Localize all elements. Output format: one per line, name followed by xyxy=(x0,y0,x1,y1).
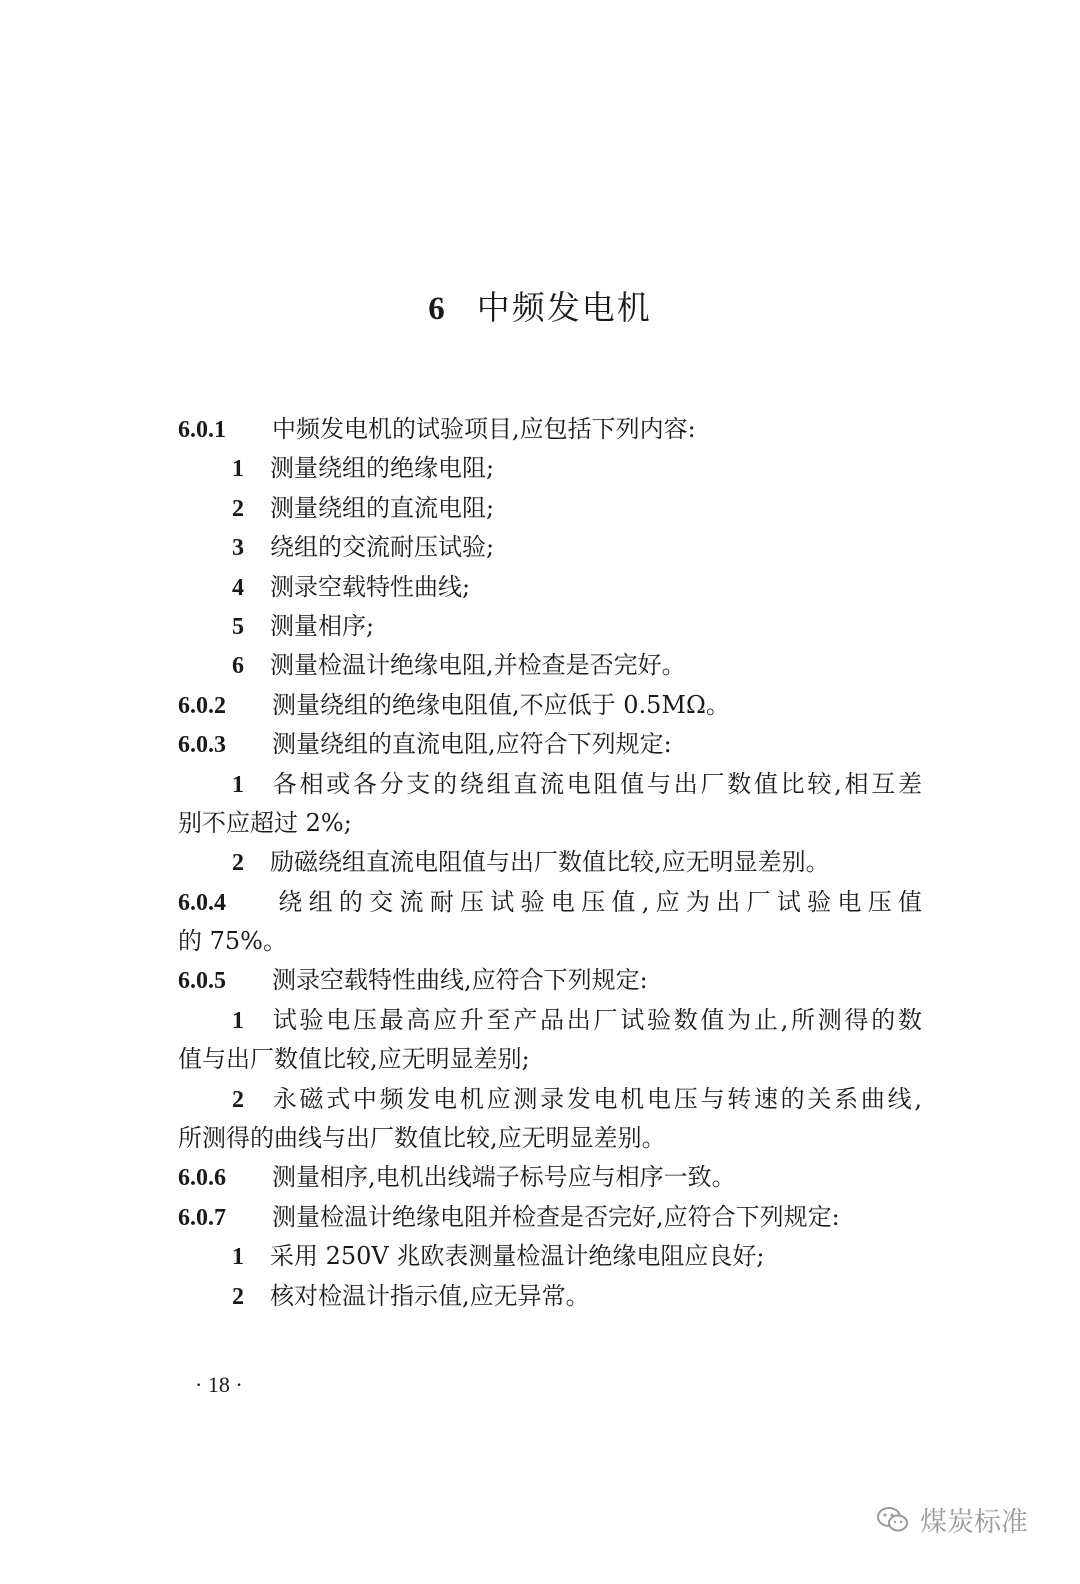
item-line xyxy=(178,1277,922,1316)
line-text: 测量绕组的直流电阻,应符合下列规定: xyxy=(272,730,672,759)
watermark-text: 煤炭标准 xyxy=(920,1507,1028,1538)
item-number: 2 xyxy=(232,850,244,877)
clause-number: 6.0.1 xyxy=(178,417,226,443)
clause-number: 6.0.6 xyxy=(178,1165,226,1192)
item-line xyxy=(178,646,922,685)
item-line xyxy=(178,568,922,607)
item-number: 1 xyxy=(232,1244,244,1271)
line-text: 测量绕组的绝缘电阻; xyxy=(270,454,495,483)
chapter-number: 6 xyxy=(428,291,447,327)
line-text: 测录空载特性曲线; xyxy=(270,572,471,601)
line-text: 试验电压最高应升至产品出厂试验数值为止,所测得的数 xyxy=(270,1005,922,1034)
clause-number: 6.0.3 xyxy=(178,732,226,759)
chapter-name: 中频发电机 xyxy=(476,288,652,327)
item-line xyxy=(178,607,922,646)
item-line xyxy=(178,1001,922,1040)
line-text: 测量检温计绝缘电阻并检查是否完好,应符合下列规定: xyxy=(272,1202,840,1231)
line-text: 永磁式中频发电机应测录发电机电压与转速的关系曲线, xyxy=(270,1084,922,1113)
clause-number: 6.0.2 xyxy=(178,692,226,719)
clause-line xyxy=(178,961,922,1000)
line-text: 各相或各分支的绕组直流电阻值与出厂数值比较,相互差 xyxy=(270,769,922,798)
clause-line xyxy=(178,1158,922,1197)
line-text: 核对检温计指示值,应无异常。 xyxy=(270,1281,590,1310)
continuation-line xyxy=(178,1119,922,1158)
item-number: 1 xyxy=(232,771,244,798)
line-text: 测量相序,电机出线端子标号应与相序一致。 xyxy=(272,1163,736,1192)
line-text: 采用 250V 兆欧表测量检温计绝缘电阻应良好; xyxy=(270,1242,765,1271)
item-line xyxy=(178,449,922,488)
line-text: 绕组的交流耐压试验; xyxy=(270,533,495,562)
continuation-line xyxy=(178,1040,922,1079)
clause-number: 6.0.5 xyxy=(178,968,226,995)
clause-line xyxy=(178,686,922,725)
chapter-title xyxy=(0,282,1080,329)
line-text: 测量相序; xyxy=(270,611,375,640)
line-text: 值与出厂数值比较,应无明显差别; xyxy=(178,1045,530,1074)
clause-line xyxy=(178,883,922,922)
clause-number: 6.0.4 xyxy=(178,889,226,916)
item-line xyxy=(178,765,922,804)
continuation-line xyxy=(178,922,922,961)
item-number: 1 xyxy=(232,1007,244,1034)
continuation-line xyxy=(178,804,922,843)
line-text: 测量绕组的绝缘电阻值,不应低于 0.5MΩ。 xyxy=(272,690,730,719)
item-number: 2 xyxy=(232,1283,244,1310)
clause-line xyxy=(178,725,922,764)
item-line xyxy=(178,528,922,567)
item-number: 2 xyxy=(232,1086,244,1113)
line-text: 测量检温计绝缘电阻,并检查是否完好。 xyxy=(270,651,686,680)
item-number: 1 xyxy=(232,456,244,483)
item-number: 5 xyxy=(232,613,244,640)
line-text: 别不应超过 2%; xyxy=(178,808,352,837)
line-text: 所测得的曲线与出厂数值比较,应无明显差别。 xyxy=(178,1124,666,1153)
line-text: 的 75%。 xyxy=(178,927,287,956)
page-number: · 18 · xyxy=(195,1372,243,1397)
line-text: 绕组的交流耐压试验电压值,应为出厂试验电压值 xyxy=(272,887,922,916)
clause-list xyxy=(178,410,922,1316)
item-line xyxy=(178,489,922,528)
watermark xyxy=(876,1500,1028,1539)
item-line xyxy=(178,843,922,882)
item-number: 3 xyxy=(232,535,244,562)
item-number: 2 xyxy=(232,495,244,522)
wechat-icon xyxy=(876,1505,910,1535)
item-number: 6 xyxy=(232,653,244,680)
item-line xyxy=(178,1080,922,1119)
line-text: 测录空载特性曲线,应符合下列规定: xyxy=(272,966,648,995)
clause-number: 6.0.7 xyxy=(178,1204,226,1231)
item-line xyxy=(178,1237,922,1276)
line-text: 中频发电机的试验项目,应包括下列内容: xyxy=(272,415,696,443)
clause-line xyxy=(178,410,922,449)
item-number: 4 xyxy=(232,574,244,601)
line-text: 励磁绕组直流电阻值与出厂数值比较,应无明显差别。 xyxy=(270,848,830,877)
clause-line xyxy=(178,1198,922,1237)
line-text: 测量绕组的直流电阻; xyxy=(270,493,495,522)
